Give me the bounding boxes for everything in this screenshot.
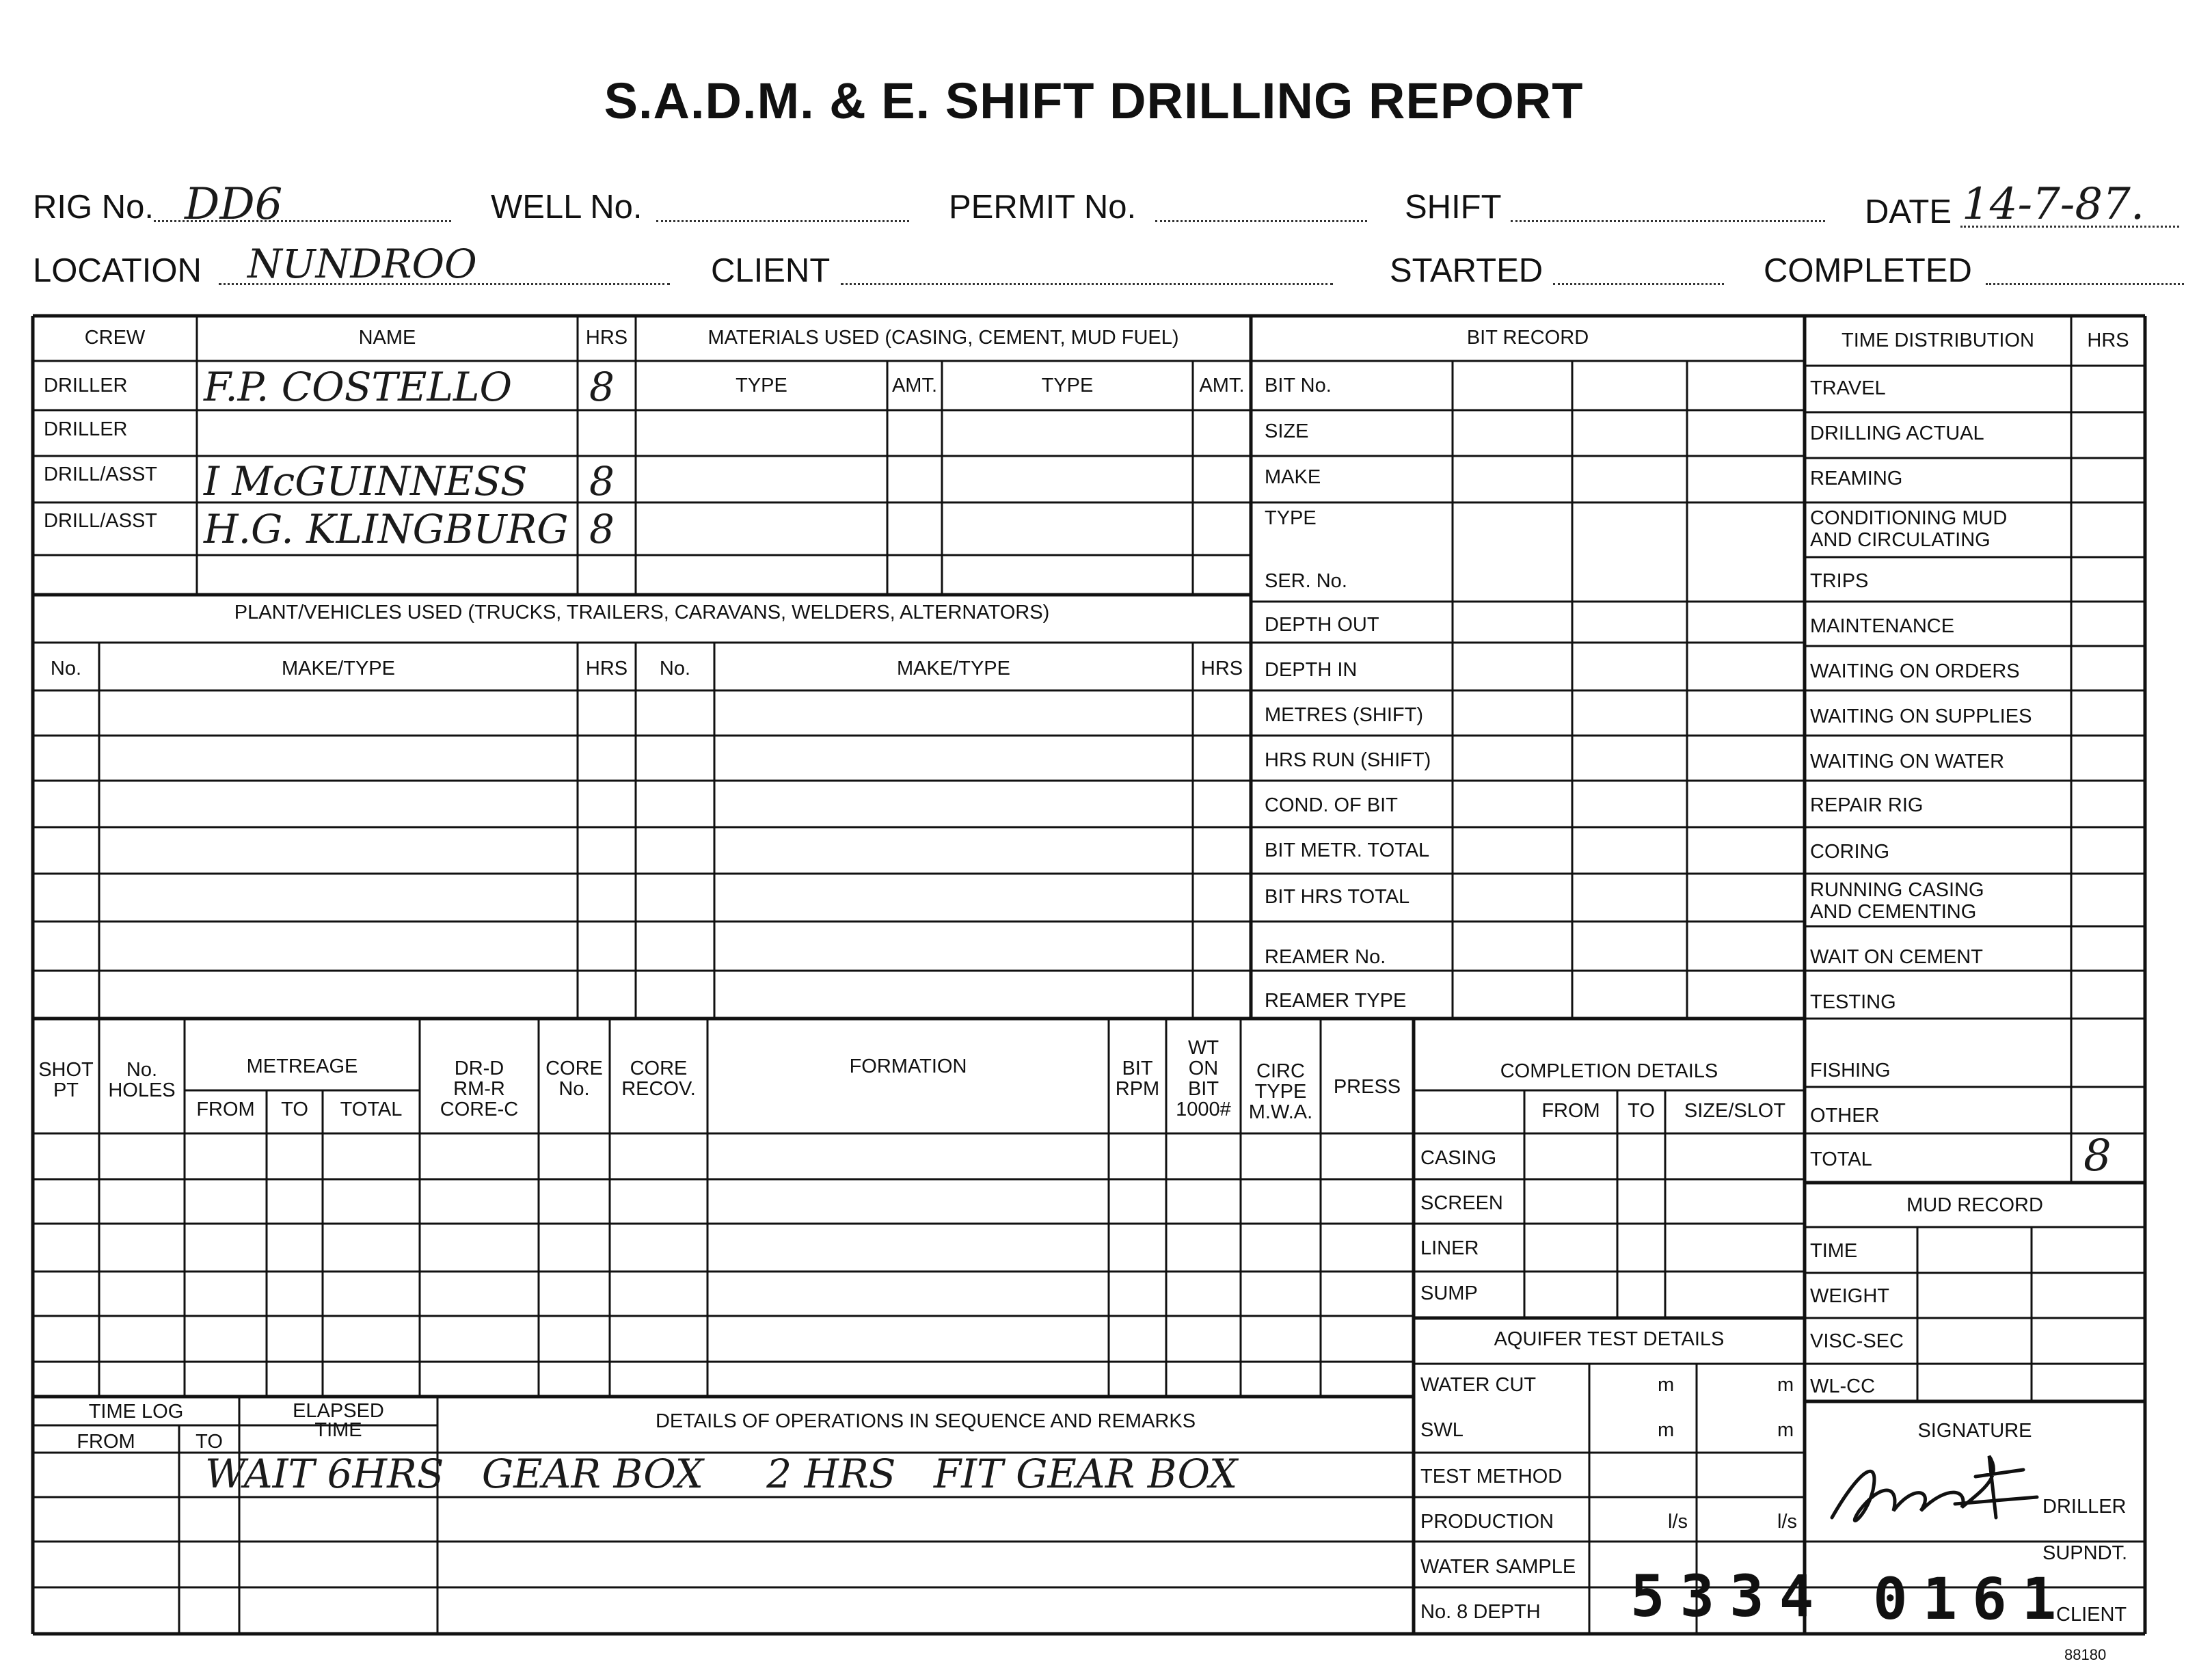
bit-row-depth-in: DEPTH IN [1265,659,1358,681]
aquifer-depth: No. 8 DEPTH [1420,1601,1541,1623]
aquifer-water-sample: WATER SAMPLE [1420,1556,1576,1578]
wt-on-bit-header-line-3: BIT [1187,1078,1219,1100]
driller-signature-icon [1818,1442,2044,1538]
well-label: WELL No. [491,189,643,226]
mud-wl-cc: WL-CC [1810,1375,1876,1397]
no-holes-header [99,1060,185,1101]
aquifer-production-unit-1: l/s [1668,1511,1688,1533]
aquifer-swl-unit-2: m [1777,1419,1794,1441]
time-log-to-header: TO [195,1431,223,1453]
td-coring: CORING [1810,841,1889,863]
td-running-casing-line-1: RUNNING CASING [1810,879,1984,901]
materials-amt-2: AMT. [1199,375,1245,396]
location-value: NUNDROO [247,241,477,287]
crew-role-3: DRILL/ASST [44,463,157,485]
shot-pt-header-line-2: PT [53,1079,79,1101]
circ-type-header-line-3: M.W.A. [1248,1101,1313,1123]
td-conditioning-mud-line-2: AND CIRCULATING [1810,529,1991,551]
td-waiting-on-water: WAITING ON WATER [1810,751,2005,772]
elapsed-time-header [239,1401,437,1440]
report-title: S.A.D.M. & E. SHIFT DRILLING REPORT [604,72,1584,129]
bit-row-size: SIZE [1265,420,1309,442]
core-recov-header [610,1058,707,1099]
crew-hrs-3: 8 [589,458,615,505]
formation-header: FORMATION [849,1055,967,1077]
td-wait-on-cement: WAIT ON CEMENT [1810,946,1983,968]
td-reaming: REAMING [1810,468,1903,489]
completion-casing: CASING [1420,1147,1497,1169]
operations-entry-1: WAIT 6HRS GEAR BOX 2 HRS FIT GEAR BOX [205,1451,1238,1497]
crew-name-1: F.P. COSTELLO [204,364,513,410]
completion-from-header: FROM [1541,1100,1600,1122]
circ-type-header [1241,1061,1321,1122]
bit-rpm-header [1109,1058,1166,1099]
signature-supndt-label: SUPNDT. [2042,1542,2128,1564]
crew-role-1: DRILLER [44,375,128,396]
shift-label: SHIFT [1405,189,1502,226]
no-holes-header-line-2: HOLES [108,1079,176,1101]
bit-record-header: BIT RECORD [1466,327,1589,349]
form-code: 88180 [2064,1646,2107,1663]
completion-liner: LINER [1420,1237,1479,1259]
form-serial-number: 0161 [1873,1565,2072,1632]
metreage-header: METREAGE [246,1055,358,1077]
drd-header-line-2: RM-R [453,1078,505,1100]
metreage-to-header: TO [281,1099,308,1120]
shot-pt-header-line-1: SHOT [38,1059,94,1081]
bit-row-bit-hrs-total: BIT HRS TOTAL [1265,886,1410,908]
plant-make-2: MAKE/TYPE [897,658,1010,680]
rig-value: DD6 [185,179,283,230]
core-recov-header-line-1: CORE [630,1058,688,1079]
bit-row-bit-no: BIT No. [1265,375,1332,396]
depth-stamp-number: 5334 [1630,1563,1829,1630]
aquifer-water-cut-unit-1: m [1658,1374,1675,1396]
aquifer-swl-unit-1: m [1658,1419,1675,1441]
td-drilling-actual: DRILLING ACTUAL [1810,422,1984,444]
elapsed-time-header-line-2: TIME [314,1419,362,1441]
rig-label: RIG No. [33,189,154,226]
td-travel: TRAVEL [1810,377,1886,399]
permit-label: PERMIT No. [949,189,1137,226]
core-recov-header-line-2: RECOV. [621,1078,696,1100]
td-maintenance: MAINTENANCE [1810,615,1955,637]
crew-name-4: H.G. KLINGBURG [204,506,569,552]
aquifer-test-method: TEST METHOD [1420,1466,1563,1488]
td-conditioning-mud [1810,507,2007,551]
metreage-total-header: TOTAL [340,1099,403,1120]
bit-row-reamer-no: REAMER No. [1265,946,1386,968]
aquifer-swl: SWL [1420,1419,1464,1441]
td-running-casing [1810,879,1984,923]
bit-row-ser-no: SER. No. [1265,570,1347,592]
bit-rpm-header-line-1: BIT [1122,1058,1153,1079]
plant-no-2: No. [659,658,691,680]
td-running-casing-line-2: AND CEMENTING [1810,901,1977,923]
drd-header [420,1058,539,1120]
mud-record-header: MUD RECORD [1906,1194,2043,1216]
circ-type-header-line-2: TYPE [1254,1081,1307,1103]
td-repair-rig: REPAIR RIG [1810,794,1924,816]
completion-size-slot-header: SIZE/SLOT [1684,1100,1786,1122]
td-testing: TESTING [1810,991,1896,1013]
wt-on-bit-header-line-4: 1000# [1176,1099,1231,1120]
signature-client-label: CLIENT [2056,1604,2127,1626]
plant-no-1: No. [50,658,82,680]
core-no-header-line-1: CORE [545,1058,603,1079]
aquifer-production: PRODUCTION [1420,1511,1554,1533]
plant-make-1: MAKE/TYPE [282,658,395,680]
aquifer-production-unit-2: l/s [1777,1511,1797,1533]
materials-type-1: TYPE [736,375,787,396]
crew-role-4: DRILL/ASST [44,510,157,532]
mud-visc-sec: VISC-SEC [1810,1330,1904,1352]
completion-sump: SUMP [1420,1282,1478,1304]
crew-hrs-header: HRS [585,327,628,349]
date-label: DATE [1865,193,1952,230]
crew-hrs-4: 8 [589,506,615,552]
circ-type-header-line-1: CIRC [1256,1060,1305,1082]
wt-on-bit-header [1166,1038,1241,1120]
bit-row-metres-shift: METRES (SHIFT) [1265,704,1423,726]
td-total-label: TOTAL [1810,1148,1872,1170]
completion-to-header: TO [1628,1100,1655,1122]
core-no-header [539,1058,610,1099]
drd-header-line-1: DR-D [454,1058,504,1079]
td-waiting-on-orders: WAITING ON ORDERS [1810,660,2020,682]
td-conditioning-mud-line-1: CONDITIONING MUD [1810,507,2008,529]
mud-weight: WEIGHT [1810,1285,1889,1307]
bit-row-bit-metr-total: BIT METR. TOTAL [1265,839,1430,861]
plant-hrs-2: HRS [1200,658,1243,680]
location-label: LOCATION [33,252,202,289]
time-log-header: TIME LOG [88,1401,184,1423]
td-trips: TRIPS [1810,570,1869,592]
metreage-from-header: FROM [196,1099,255,1120]
name-header: NAME [358,327,416,349]
materials-amt-1: AMT. [891,375,938,396]
materials-type-2: TYPE [1041,375,1094,396]
shot-pt-header [33,1060,99,1101]
crew-name-3: I McGUINNESS [204,458,528,505]
bit-row-reamer-type: REAMER TYPE [1265,990,1407,1012]
time-distribution-hrs-header: HRS [2087,329,2129,351]
press-header: PRESS [1333,1076,1401,1098]
core-no-header-line-2: No. [558,1078,590,1100]
completion-header: COMPLETION DETAILS [1500,1060,1718,1082]
bit-rpm-header-line-2: RPM [1115,1078,1160,1100]
mud-time: TIME [1810,1240,1858,1262]
client-label: CLIENT [711,252,831,289]
completion-screen: SCREEN [1420,1192,1503,1214]
td-total-value: 8 [2083,1131,2112,1181]
wt-on-bit-header-line-2: ON [1188,1058,1219,1079]
signature-driller-label: DRILLER [2042,1496,2127,1518]
time-distribution-header: TIME DISTRIBUTION [1842,329,2034,351]
crew-role-2: DRILLER [44,418,128,440]
aquifer-water-cut-unit-2: m [1777,1374,1794,1396]
completed-label: COMPLETED [1764,252,1972,289]
materials-header: MATERIALS USED (CASING, CEMENT, MUD FUEL) [707,327,1179,349]
elapsed-time-header-line-1: ELAPSED [293,1400,384,1422]
started-label: STARTED [1390,252,1543,289]
bit-row-cond-of-bit: COND. OF BIT [1265,794,1398,816]
date-value: 14-7-87. [1962,179,2145,230]
wt-on-bit-header-line-1: WT [1187,1037,1219,1059]
td-fishing: FISHING [1810,1060,1891,1081]
plant-hrs-1: HRS [585,658,628,680]
td-other: OTHER [1810,1105,1880,1127]
bit-row-depth-out: DEPTH OUT [1265,614,1379,636]
signature-header: SIGNATURE [1917,1420,2032,1442]
td-waiting-on-supplies: WAITING ON SUPPLIES [1810,705,2032,727]
crew-header: CREW [84,327,146,349]
bit-row-make: MAKE [1265,466,1321,488]
plant-header: PLANT/VEHICLES USED (TRUCKS, TRAILERS, CARAVANS, WELDERS, ALTERNATORS) [234,602,1050,623]
aquifer-water-cut: WATER CUT [1420,1374,1537,1396]
drd-header-line-3: CORE-C [440,1099,519,1120]
crew-hrs-1: 8 [589,364,615,410]
time-log-from-header: FROM [77,1431,135,1453]
bit-row-type: TYPE [1265,507,1317,529]
operations-details-header: DETAILS OF OPERATIONS IN SEQUENCE AND REMARKS [655,1410,1196,1432]
aquifer-header: AQUIFER TEST DETAILS [1494,1328,1725,1350]
no-holes-header-line-1: No. [126,1059,158,1081]
bit-row-hrs-run: HRS RUN (SHIFT) [1265,749,1431,771]
